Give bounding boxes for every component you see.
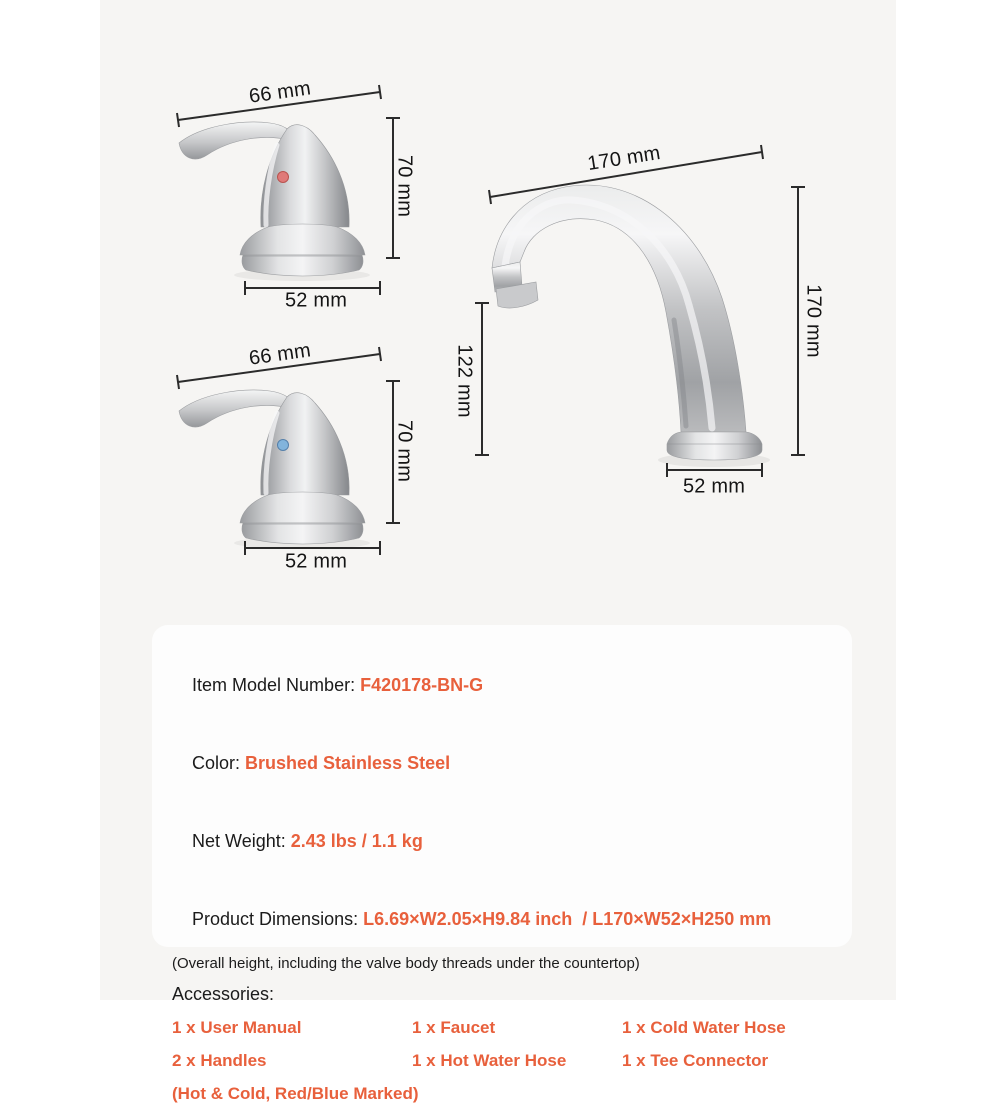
color-value: Brushed Stainless Steel — [245, 753, 451, 773]
accessory-hot-water-hose: 1 x Hot Water Hose — [412, 1051, 567, 1070]
dim-label-spout-base: 52 mm — [682, 475, 746, 498]
dim-label-spout-top: 170 mm — [585, 141, 662, 176]
dimensions-note: (Overall height, including the valve body threads under the countertop) — [172, 955, 640, 972]
dim-label-hot-height: 70 mm — [393, 154, 416, 218]
accessory-faucet: 1 x Faucet — [412, 1018, 496, 1037]
dim-label-hot-top: 66 mm — [247, 77, 313, 108]
accessory-user-manual: 1 x User Manual — [172, 1018, 302, 1037]
dim-label-spout-height: 170 mm — [802, 284, 825, 358]
model-number-label: Item Model Number: — [192, 675, 361, 695]
color-label: Color: — [192, 753, 246, 773]
model-number-value: F420178-BN-G — [360, 675, 484, 695]
hot-indicator-dot — [278, 172, 289, 183]
accessory-handles: 2 x Handles — [172, 1051, 267, 1070]
color-line — [172, 730, 832, 796]
accessories-label: Accessories: — [172, 984, 275, 1004]
accessories-note: (Hot & Cold, Red/Blue Marked) — [172, 1084, 419, 1103]
dimensions-label: Product Dimensions: — [192, 909, 364, 929]
dim-label-cold-top: 66 mm — [247, 339, 313, 370]
dim-label-cold-height: 70 mm — [393, 419, 416, 483]
dimensions-value: L6.69×W2.05×H9.84 inch / L170×W52×H250 mm — [363, 909, 772, 929]
net-weight-value: 2.43 lbs / 1.1 kg — [290, 831, 423, 851]
accessories-grid — [172, 1018, 832, 1071]
accessory-cold-water-hose: 1 x Cold Water Hose — [622, 1018, 786, 1037]
dim-label-hot-base: 52 mm — [284, 289, 348, 312]
net-weight-line — [172, 808, 832, 874]
handle-cold-figure — [165, 383, 385, 553]
net-weight-label: Net Weight: — [192, 831, 291, 851]
dim-label-spout-outlet: 122 mm — [453, 344, 476, 418]
spout-base — [667, 432, 762, 460]
accessory-tee-connector: 1 x Tee Connector — [622, 1051, 769, 1070]
cold-indicator-dot — [278, 440, 289, 451]
spec-card — [152, 625, 852, 1103]
spout-figure — [462, 168, 772, 478]
dim-label-cold-base: 52 mm — [284, 550, 348, 573]
model-number-line — [172, 652, 832, 718]
handle-hot-figure — [165, 115, 385, 285]
dimensions-line — [172, 886, 832, 952]
